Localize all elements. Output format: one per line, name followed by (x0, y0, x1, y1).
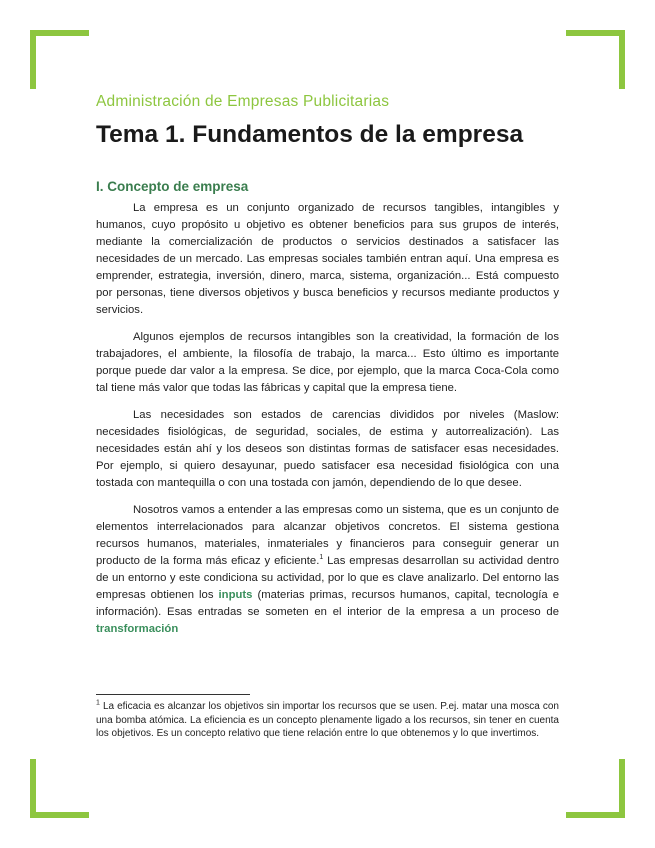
paragraph-3: Las necesidades son estados de carencias divididos por niveles (Maslow: necesidades fisiológicas, de seguridad, sociales, de estima y autorrealización). Las necesidades están ahí y los deseos son distintas formas de satisfacer esas necesidades. Por ejemplo, si quiero desayunar, puedo satisfacer esa necesidad fisiológica con una tostada con mantequilla o con una tostada con jamón, dependiendo de lo que desee. (96, 409, 559, 489)
corner-bracket-top-right (566, 30, 625, 89)
paragraph-4-part-c: (materias primas, recursos humanos, capital, tecnología e información). Esas entradas se someten en el interior de la empresa a un proceso de (96, 589, 559, 618)
course-subject: Administración de Empresas Publicitarias (96, 93, 390, 110)
corner-bracket-top-left (30, 30, 89, 89)
paragraph-1: La empresa es un conjunto organizado de recursos tangibles, intangibles y humanos, cuyo propósito u objetivo es obtener beneficios para sus grupos de interés, mediante la comercialización de productos o servicios destinados a satisfacer las necesidades de un mercado. Las empresas sociales también entran aquí. Una empresa es emprender, estrategia, inversión, dinero, marca, sistema, organización... Está compuesto por personas, tiene diversos objetivos y busca beneficios y recursos mediante productos y servicios. (96, 202, 559, 316)
footnote (96, 700, 559, 741)
paragraph-4 (96, 502, 559, 638)
corner-bracket-bottom-left (30, 759, 89, 818)
page-title: Tema 1. Fundamentos de la empresa (96, 121, 524, 148)
paragraph-4-part-b: Las empresas desarrollan su actividad dentro de un entorno y este condiciona su actividad, por lo que es clave analizarlo. Del entorno las empresas obtienen los (96, 555, 559, 601)
paragraph-2: Algunos ejemplos de recursos intangibles son la creatividad, la formación de los trabajadores, el ambiente, la filosofía de trabajo, la marca... Esto último es importante porque puede dar valor a la empresa. Se dice, por ejemplo, que la marca Coca-Cola como tal tiene más valor que todas las fábricas y capital que la empresa tiene. (96, 331, 559, 394)
footnote-separator (96, 694, 250, 695)
keyword-inputs: inputs (218, 589, 253, 601)
footnote-reference[interactable]: 1 (319, 554, 324, 562)
section-heading: I. Concepto de empresa (96, 179, 249, 194)
page-content (96, 92, 559, 648)
footnote-text: La eficacia es alcanzar los objetivos sin importar los recursos que se usen. P.ej. matar una mosca con una bomba atómica. La eficiencia es un concepto plenamente ligado a los recursos, sin tener en cuenta los objetivos. Es un concepto relativo que tiene relación entre lo que obtenemos y lo que invertimos. (96, 701, 559, 739)
paragraph-4-part-a: Nosotros vamos a entender a las empresas como un sistema, que es un conjunto de elementos interrelacionados para alcanzar objetivos concretos. El sistema gestiona recursos humanos, materiales, inmateriales y financieros para conseguir generar un producto de la forma más eficaz y eficiente. (96, 504, 559, 567)
keyword-transformacion: transformación (96, 623, 179, 635)
corner-bracket-bottom-right (566, 759, 625, 818)
footnote-number: 1 (96, 699, 100, 707)
